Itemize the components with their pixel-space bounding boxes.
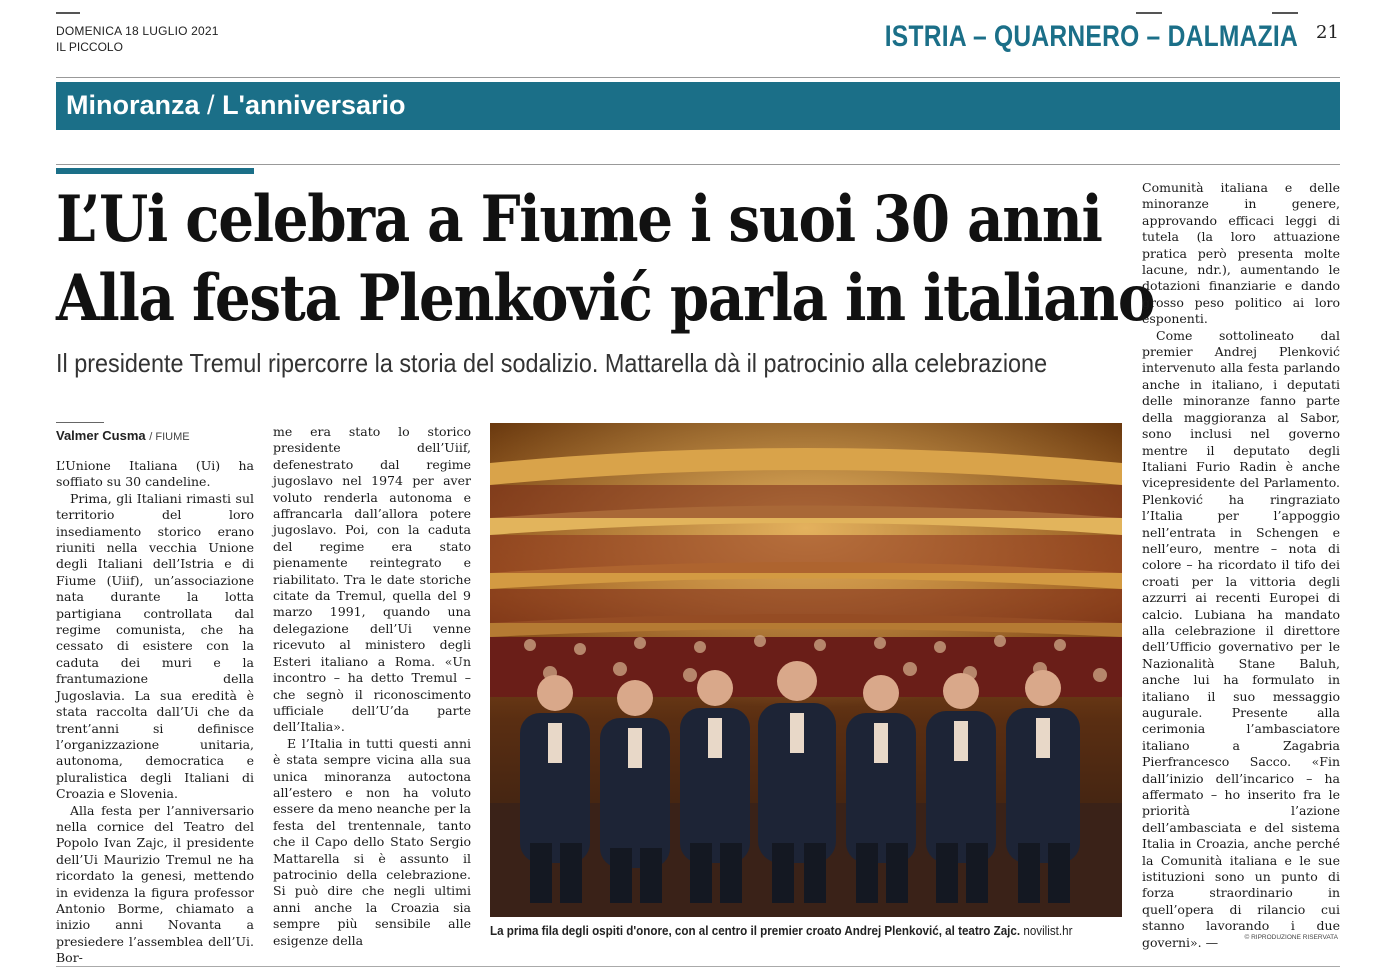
footer-divider	[56, 966, 1340, 967]
header-divider	[56, 77, 1340, 78]
dateline-location: / FIUME	[149, 431, 190, 443]
paragraph: L’Unione Italiana (Ui) ha soffiato su 30 candeline.	[56, 458, 254, 490]
header-rule	[1136, 12, 1162, 14]
section-bar-title	[66, 90, 406, 121]
header-rule	[56, 12, 80, 14]
article-photo	[490, 423, 1122, 917]
paragraph: Alla festa per l’anniversario nella cornice del Teatro del Popolo Ivan Zajc, il presidente dell’Ui Maurizio Tremul ne ha ricordato la genesi, mettendo in evidenza la figura professor Antonio Borme, chiamato a inizio anni Novanta a presiedere l’assemblea dell’Ui. Bor-	[56, 802, 254, 966]
paragraph: E l’Italia in tutti questi anni è stata sempre vicina alla sua unica minoranza autoctona all’estero e non ha voluto essere da meno neanche per la festa del trentennale, tanto che il Capo dello Stato Sergio Mattarella si è assunto il patrocinio della celebrazione. Si può dire che negli ultimi anni anche la Croazia sia sempre più sensibile alle esigenze della	[273, 735, 471, 948]
byline-rule	[56, 422, 104, 423]
photo-credit: novilist.hr	[1023, 924, 1073, 938]
section-divider	[56, 164, 1340, 165]
section-bar	[56, 82, 1340, 130]
section-subtopic: L'anniversario	[222, 90, 406, 120]
paragraph: Comunità italiana e delle minoranze in genere, approvando efficaci leggi di tutela (la loro attuazione pratica però presenta molte lacune, ndr.), aumentando le dotazioni finanziarie e dando grosso peso politico ai loro esponenti.	[1142, 180, 1340, 327]
photo-caption	[490, 924, 1085, 938]
box-row	[490, 589, 1122, 623]
headline-line-2: Alla festa Plenković parla in italiano	[56, 261, 1155, 336]
author-name: Valmer Cusma	[56, 428, 146, 443]
section-separator: /	[207, 90, 215, 120]
article-byline	[56, 428, 190, 443]
article-column-2	[273, 424, 471, 948]
section-topic: Minoranza	[66, 90, 200, 120]
publication-date: DOMENICA 18 LUGLIO 2021	[56, 24, 219, 38]
page-section-title: ISTRIA – QUARNERO – DALMAZIA	[884, 20, 1298, 53]
page-number: 21	[1316, 22, 1339, 43]
headline-accent-bar	[56, 168, 254, 174]
article-subhead: Il presidente Tremul ripercorre la storia del sodalizio. Mattarella dà il patrocinio alla celebrazione	[56, 348, 1048, 378]
rights-notice: © RIPRODUZIONE RISERVATA	[1244, 934, 1338, 941]
box-row	[490, 485, 1122, 518]
article-column-1	[56, 458, 254, 966]
headline-line-1: L’Ui celebra a Fiume i suoi 30 anni	[56, 182, 1102, 257]
header-rule	[1272, 12, 1298, 14]
caption-text: La prima fila degli ospiti d'onore, con al centro il premier croato Andrej Plenković, al teatro Zajc.	[490, 924, 1021, 938]
paragraph: Come sottolineato dal premier Andrej Plenković intervenuto alla festa parlando anche in italiano, i deputati delle minoranze fanno parte della maggioranza al Sabor, sono inclusi nel governo mentre il deputato degli Italiani Furio Radin è anche vicepresidente del Parlamento. Plenković ha ringraziato l’Italia per l’appoggio nell’entrata in Schengen e nell’euro, mentre – nota di colore – ha ricordato il tifo dei croati per la vittoria degli azzurri ai recenti Europei di calcio. Lubiana ha mandato alla celebrazione il direttore dell’Ufficio governativo per le Nazionalità Stane Baluh, anche lui ha formulato in italiano il suo messaggio augurale. Presente alla cerimonia l’ambasciatore italiano a Zagabria Pierfrancesco Sacco. «Fin dall’inizio dell’incarico – ha affermato – ho inserito fra le priorità l’azione dell’ambasciata e del sistema Italia in Croazia, anche perché la Comunità italiana e le sue istituzioni sono un punto di forza straordinario in quell’opera di rilancio cui stanno lavorando i due governi». —	[1142, 327, 1340, 950]
newspaper-name: IL PICCOLO	[56, 40, 123, 54]
paragraph: me era stato lo storico presidente dell’Uiif, defenestrato dal regime jugoslavo nel 1974 per aver voluto renderla autonoma e affrancarla dall’allora potere jugoslavo. Poi, con la caduta del regime era stato pienamente reintegrato e riabilitato. Tra le date storiche citate da Tremul, quella del 9 marzo 1991, quando una delegazione dell’Ui venne ricevuto al ministero degli Esteri italiano a Roma. «Un incontro – ha detto Tremul – che segnò il riconoscimento ufficiale dell’U’da parte dell’Italia».	[273, 424, 471, 735]
box-row	[490, 535, 1122, 573]
article-headline	[56, 180, 1155, 338]
paragraph: Prima, gli Italiani rimasti sul territorio del loro insediamento storico erano riuniti nella vecchia Unione degli Italiani dell’Istria e di Fiume (Uiif), un’associazione nata durante la lotta partigiana controllata dal regime comunista, che ha cessato di esistere con la caduta dei muri e la frantumazione della Jugoslavia. La sua eredità è stata raccolta dall’Ui che da trent’anni si definisce l’organizzazione unitaria, autonoma, democratica e pluralistica degli Italiani di Croazia e Slovenia.	[56, 490, 254, 802]
